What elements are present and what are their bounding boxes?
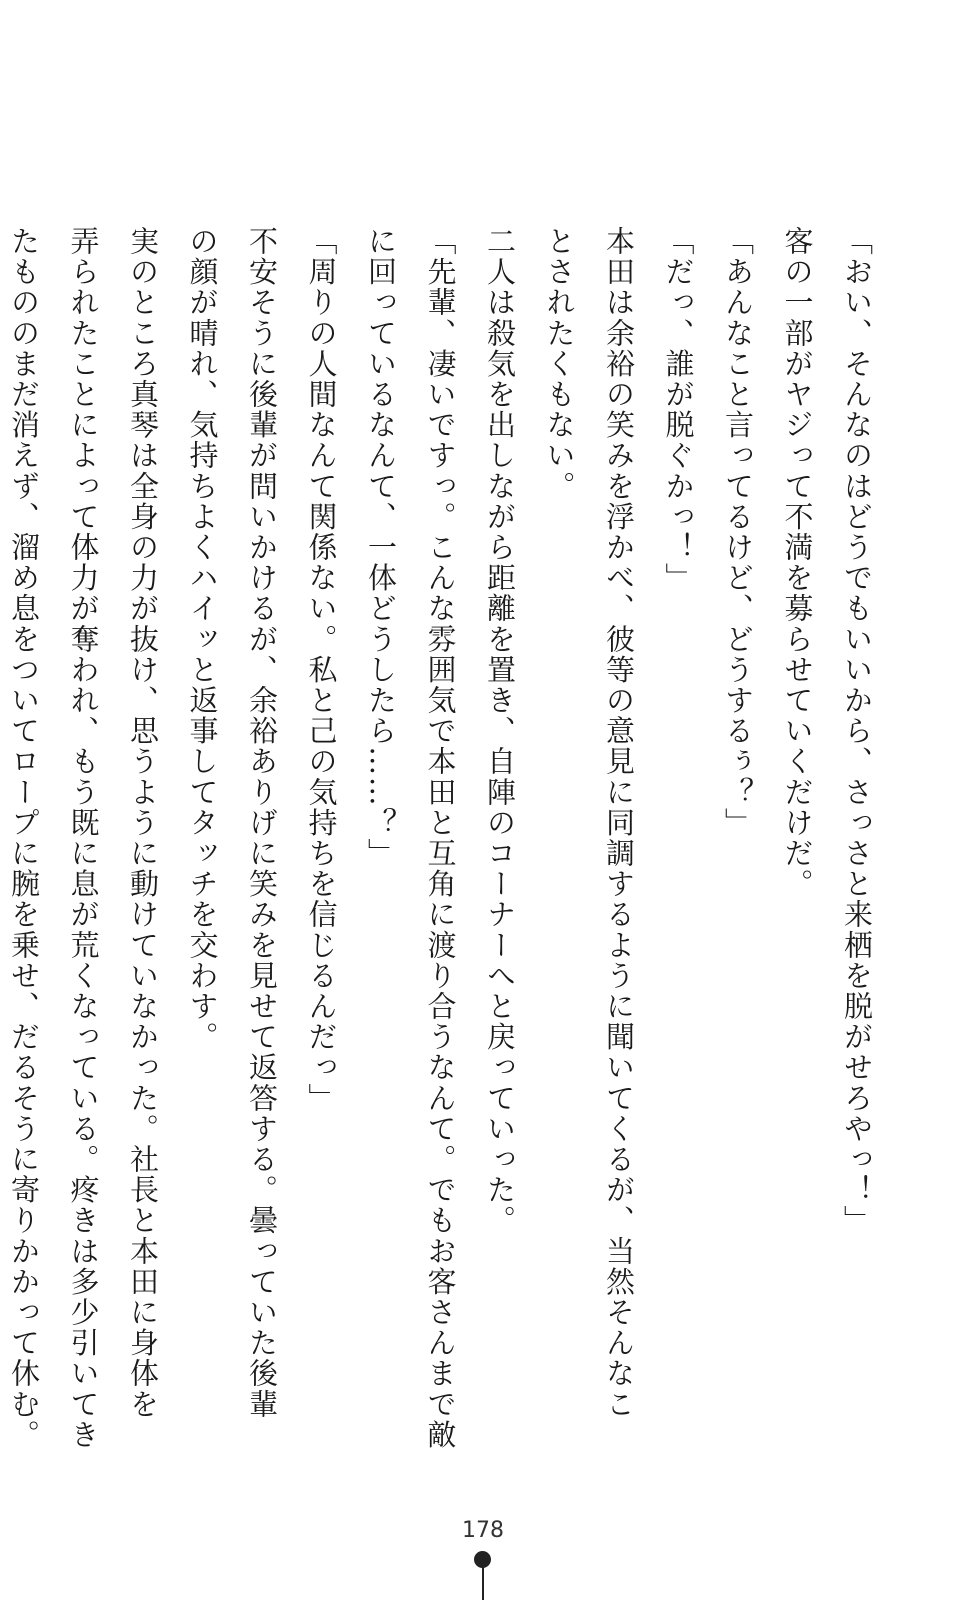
text-line-8: 「先輩、凄いですっ。こんな雰囲気で本田と互角に渡り合うなんて。でもお客さんまで敵 <box>423 226 458 1450</box>
page-number: 178 <box>462 1518 504 1543</box>
ornament-line <box>482 1565 484 1600</box>
text-line-14: 弄られたことによって体力が奪われ、もう既に息が荒くなっている。疼きは多少引いてき <box>66 226 101 1450</box>
text-line-6: とされたくもない。 <box>542 226 577 502</box>
text-line-2: 客の一部がヤジって不満を募らせていくだけだ。 <box>780 226 815 900</box>
text-line-1: 「おい、そんなのはどうでもいいから、さっさと来栖を脱がせろやっ！」 <box>840 226 874 1236</box>
text-line-12: の顔が晴れ、気持ちよくハイッと返事してタッチを交わす。 <box>185 226 220 1053</box>
text-line-4: 「だっ、誰が脱ぐかっ！」 <box>661 226 696 594</box>
text-line-13: 実のところ真琴は全身の力が抜け、思うように動けていなかった。社長と本田に身体を <box>126 226 160 1420</box>
body-text <box>7 226 886 1450</box>
text-line-15: たもののまだ消えず、溜め息をついてロープに腕を乗せ、だるそうに寄りかかって休む。 <box>7 226 41 1450</box>
text-line-9: に回っているなんて、一体どうしたら……？」 <box>364 226 398 869</box>
page-ornament-icon <box>472 1551 494 1600</box>
text-line-5: 本田は余裕の笑みを浮かべ、彼等の意見に同調するように聞いてくるが、当然そんなこ <box>602 226 636 1420</box>
text-line-7: 二人は殺気を出しながら距離を置き、自陣のコーナーへと戻っていった。 <box>483 226 517 1236</box>
text-line-3: 「あんなこと言ってるけど、どうするぅ？」 <box>721 226 755 838</box>
text-line-11: 不安そうに後輩が問いかけるが、余裕ありげに笑みを見せて返答する。曇っていた後輩 <box>245 226 279 1420</box>
text-line-10: 「周りの人間なんて関係ない。私と己の気持ちを信じるんだっ」 <box>304 226 339 1114</box>
